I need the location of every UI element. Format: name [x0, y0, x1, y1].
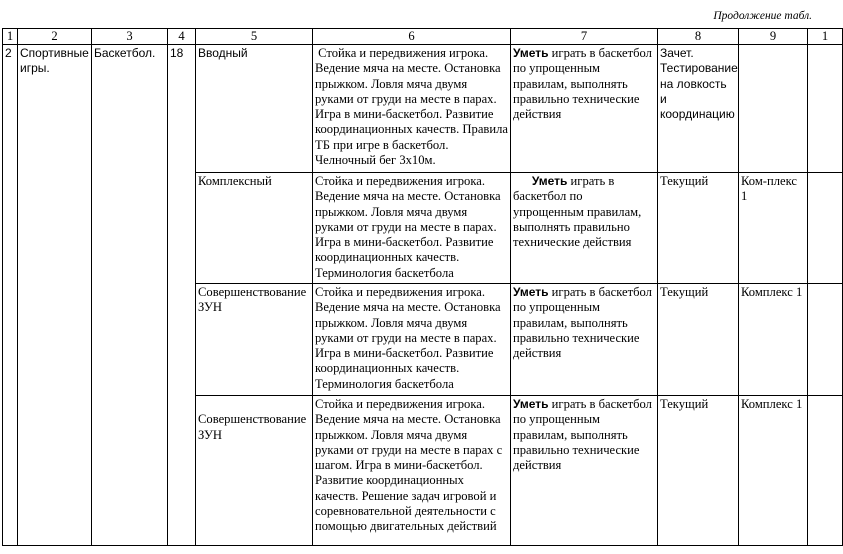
table-row	[3, 45, 843, 173]
requirements-verb: Уметь	[513, 397, 549, 411]
column-number: 2	[18, 29, 92, 45]
hours-cell: 18	[168, 45, 196, 546]
control-type-cell: Текущий	[658, 173, 739, 284]
requirements-verb: Уметь	[531, 174, 568, 188]
column-number: 1	[3, 29, 18, 45]
column-number: 9	[739, 29, 808, 45]
control-type-cell: Текущий	[658, 284, 739, 396]
extra-cell	[808, 396, 843, 546]
lesson-plan-table	[2, 28, 843, 546]
extra-cell	[808, 173, 843, 284]
requirements-verb: Уметь	[513, 46, 549, 60]
section-name-cell: Спортивные игры.	[18, 45, 92, 546]
column-number: 7	[511, 29, 658, 45]
extra-cell	[808, 45, 843, 173]
requirements-cell	[511, 284, 658, 396]
lesson-type-cell	[196, 396, 313, 546]
requirements-text: играть в баскетбол по упрощенным правилам, выполнять правильно технические действия	[513, 285, 652, 361]
requirements-cell	[511, 173, 658, 284]
lesson-content-cell: Стойка и передвижения игрока. Ведение мяча на месте. Остановка прыжком. Ловля мяча двумя руками от груди на месте в парах. Игра в мини-баскетбол. Развитие координационных качеств. Терминология баскетбола	[313, 284, 511, 396]
complex-cell: Комплекс 1	[739, 284, 808, 396]
requirements-text: играть в баскетбол по упрощенным правилам, выполнять правильно технические действия	[513, 174, 642, 250]
lesson-content-cell	[313, 45, 511, 173]
requirements-text: играть в баскетбол по упрощенным правилам, выполнять правильно технические действия	[513, 46, 652, 122]
column-number: 8	[658, 29, 739, 45]
control-type-cell: Зачет. Тестирование на ловкость и координацию	[658, 45, 739, 173]
lesson-content-cell: Стойка и передвижения игрока. Ведение мяча на месте. Остановка прыжком. Ловля мяча двумя руками от груди на месте в парах. Игра в мини-баскетбол. Развитие координационных качеств. Терминология баскетбола	[313, 173, 511, 284]
column-number: 4	[168, 29, 196, 45]
complex-cell: Комплекс 1	[739, 396, 808, 546]
column-number: 5	[196, 29, 313, 45]
lesson-content-text: Стойка и передвижения игрока. Ведение мяча на месте. Остановка прыжком. Ловля мяча двумя руками от груди на месте в парах. Игра в мини-баскетбол. Развитие координационных качеств. Правила ТБ при игре в баскетбол. Челночный бег 3х10м.	[315, 46, 508, 168]
requirements-verb: Уметь	[513, 285, 549, 299]
requirements-cell	[511, 396, 658, 546]
lesson-content-cell: Стойка и передвижения игрока. Ведение мяча на месте. Остановка прыжком. Ловля мяча двумя руками от груди на месте в парах с шагом. Игра в мини-баскетбол. Развитие координационных качеств. Решение задач игровой и соревновательной деятельности с помощью двигательных действий	[313, 396, 511, 546]
column-number-row	[3, 29, 843, 45]
lesson-type-cell: Комплексный	[196, 173, 313, 284]
lesson-type-cell: Совершенствование ЗУН	[196, 284, 313, 396]
table-continuation-caption: Продолжение табл.	[713, 10, 812, 22]
sport-name-cell: Баскетбол.	[92, 45, 168, 546]
complex-cell: Ком-плекс 1	[739, 173, 808, 284]
column-number: 1	[808, 29, 843, 45]
column-number: 6	[313, 29, 511, 45]
lesson-type-cell: Вводный	[196, 45, 313, 173]
extra-cell	[808, 284, 843, 396]
requirements-text: играть в баскетбол по упрощенным правилам, выполнять правильно технические действия	[513, 397, 652, 473]
section-number-cell: 2	[3, 45, 18, 546]
column-number: 3	[92, 29, 168, 45]
control-type-cell: Текущий	[658, 396, 739, 546]
lesson-type-text: Совершенствование ЗУН	[198, 412, 307, 442]
complex-cell	[739, 45, 808, 173]
requirements-cell	[511, 45, 658, 173]
